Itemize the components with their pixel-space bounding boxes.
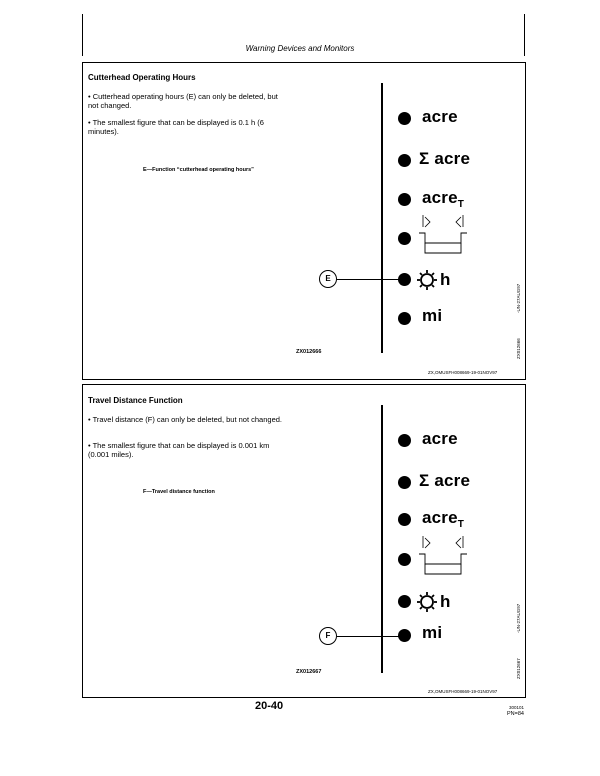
footer-code: 300101 [508, 705, 524, 710]
indicator-dot [398, 595, 411, 608]
indicator-hours: h [440, 270, 451, 289]
indicator-dot [398, 112, 411, 125]
side-figure-code: ZX012666 [516, 338, 521, 359]
indicator-sum-acre: Σ acre [419, 471, 471, 490]
side-code: -UN-27AUG97 [516, 283, 521, 313]
paragraph: • The smallest figure that can be displayed is 0.1 h (6 minutes). [88, 118, 264, 136]
callout-leader [337, 279, 400, 280]
indicator-dot [398, 193, 411, 206]
indicator-sum-acre: Σ acre [419, 149, 471, 168]
indicator-hours: h [440, 592, 451, 611]
indicator-dot [398, 312, 411, 325]
callout-leader [337, 636, 400, 637]
paragraph: • The smallest figure that can be displayed is 0.001 km (0.001 miles). [88, 441, 270, 459]
cutterhead-width-icon [415, 211, 470, 257]
section-title: Cutterhead Operating Hours [88, 73, 196, 82]
figure-id: ZX012666 [296, 349, 322, 355]
indicator-acre-t: acre$_T$ [422, 188, 465, 210]
figure-caption: E—Function “cutterhead operating hours” [143, 167, 254, 173]
indicator-miles: mi [422, 623, 443, 642]
header-title: Warning Devices and Monitors [245, 44, 355, 53]
section-title: Travel Distance Function [88, 396, 183, 405]
figure-caption: F—Travel distance function [143, 489, 215, 495]
cutterhead-width-icon [415, 532, 470, 578]
reference-code: ZX,OMUSFH008669-19-01NOV97 [428, 689, 498, 694]
indicator-acre: acre [422, 429, 458, 448]
callout-f: F [319, 627, 337, 645]
indicator-dot [398, 553, 411, 566]
paragraph: • Travel distance (F) can only be deleted, but not changed. [88, 415, 282, 424]
footer-pn: PN=84 [507, 711, 524, 717]
indicator-acre: acre [422, 107, 458, 126]
indicator-acre-t: acre$_T$ [422, 508, 465, 530]
section-travel-box [82, 384, 526, 698]
figure-id: ZX012667 [296, 669, 322, 675]
reference-code: ZX,OMUSFH008669-19-01NOV97 [428, 370, 498, 375]
section-cutterhead-box [82, 62, 526, 380]
sun-icon [416, 591, 438, 613]
indicator-dot [398, 476, 411, 489]
indicator-dot [398, 154, 411, 167]
paragraph: • Cutterhead operating hours (E) can only be deleted, but not changed. [88, 92, 278, 110]
indicator-miles: mi [422, 306, 443, 325]
page-number: 20-40 [255, 700, 284, 712]
display-divider [381, 83, 383, 353]
side-code: -UN-27AUG97 [516, 603, 521, 633]
sun-icon [416, 269, 438, 291]
callout-e: E [319, 270, 337, 288]
indicator-dot [398, 513, 411, 526]
indicator-dot [398, 434, 411, 447]
display-divider [381, 405, 383, 673]
indicator-dot [398, 232, 411, 245]
side-figure-code: ZX012667 [516, 658, 521, 679]
